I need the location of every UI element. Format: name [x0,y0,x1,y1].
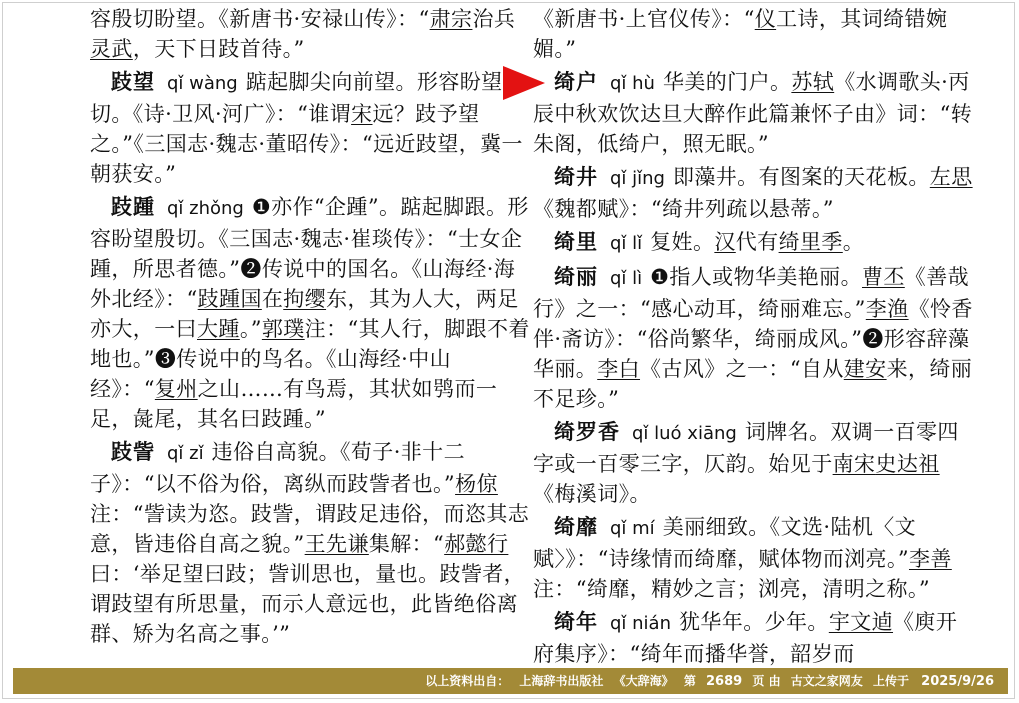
right-column [533,4,973,669]
dictionary-entry [533,67,973,159]
proper-name-underlined: 跂踵国 [197,287,262,311]
entry-headword: 绮丽 [554,264,598,289]
proper-name-underlined: 绮里季 [778,230,843,254]
definition-text: 注：“绮靡，精妙之言；浏亮，清明之称。” [533,577,930,601]
dictionary-entry [90,67,530,189]
definition-text: 曰：‘举足望曰跂；訾训思也，量也。跂訾者，谓跂望有所思量，而示人意远也，此皆绝俗离群、矫为名高之事。’” [90,562,526,646]
red-arrow-pointer-icon [503,66,545,100]
definition-text: 踮起脚尖向前望。形容盼望心切。《诗·卫风·河广》：“谁谓 [90,70,524,126]
proper-name-underlined: 李白 [597,357,641,381]
definition-text: 违俗自高貌。《荀子·非十二子》：“以不俗为俗，离纵而跂訾者也。” [90,440,465,496]
entry-headword: 跂訾 [111,439,155,464]
proper-name-underlined: 南宋 [832,452,876,476]
definition-text: 之山……有鸟焉，其状如鸮而一足，彘尾，其名曰跂踵。” [90,377,498,431]
proper-name-underlined: 李渔 [865,297,909,321]
definition-text: 《梅溪词》。 [533,482,651,506]
proper-name-underlined: 肃宗 [429,7,473,31]
definition-text: 复姓。 [650,230,715,254]
definition-text: 治兵 [472,7,516,31]
footer-publisher: 上海辞书出版社 [519,674,604,688]
entry-pinyin: qǐ jǐng [610,168,665,189]
entry-headword: 绮里 [554,229,598,254]
definition-text: 容殷切盼望。《新唐书·安禄山传》：“ [90,7,430,31]
definition-text: 《古风》之一：“自从 [640,357,844,381]
definition-text: ❶亦作“企踵”。踮起脚跟。形容盼望殷切。《三国志·魏志·崔琰传》：“士女企踵，所思者德。”❷传说中的国名。《山海经·海外北经》：“ [90,195,529,311]
dictionary-entry [533,227,973,259]
footer-prefix: 以上资料出自： [425,674,510,688]
dictionary-entry [533,607,973,669]
definition-text: 在 [261,287,284,311]
entry-pinyin: qǐ lì [610,268,643,289]
definition-text: 华美的门户。 [662,70,792,94]
definition-text: 代有 [735,230,779,254]
entry-pinyin: qǐ hù [610,73,655,94]
entry-headword: 绮户 [554,69,598,94]
proper-name-underlined: 复州 [154,377,198,401]
entry-pinyin: qǐ mí [610,518,655,539]
definition-text: 来，绮丽不足珍。” [533,357,973,411]
definition-text: 远？跂予望之。”《三国志·魏志·董昭传》：“远近跂望，冀一朝获安。” [90,102,523,186]
proper-name-underlined: 建安 [843,357,887,381]
dictionary-entry [533,262,973,414]
proper-name-underlined: 仪 [754,7,777,31]
proper-name-underlined: 苏轼 [791,70,835,94]
definition-text: 即藻井。有图案的天花板。 [672,165,930,189]
proper-name-underlined: 郝懿行 [444,532,509,556]
footer-upload-label: 上传于 [872,674,909,688]
proper-name-underlined: 杨倞 [455,472,498,496]
entry-headword: 跂望 [111,69,155,94]
definition-text: 注：“其人行，脚跟不着地也。”❸传说中的鸟名。《山海经·中山经》：“ [90,317,530,401]
proper-name-underlined: 曹丕 [861,265,905,289]
entry-pinyin: qǐ luó xiāng [632,423,737,444]
definition-text: 集解：“ [368,532,445,556]
dictionary-entry [533,4,973,64]
entry-pinyin: qǐ zǐ [167,443,204,464]
definition-text: 《新唐书·上官仪传》：“ [533,7,755,31]
definition-text: 《魏都赋》：“绮井列疏以悬蒂。” [533,197,834,221]
definition-text: ，天下日跂首待。” [132,37,305,61]
definition-text: 工诗，其词绮错婉媚。” [533,7,948,61]
entry-headword: 绮井 [554,164,598,189]
definition-text: 。” [239,317,262,341]
definition-text: 。 [842,230,865,254]
proper-name-underlined: 王先谦 [304,532,369,556]
proper-name-underlined: 拘缨 [283,287,327,311]
entry-pinyin: qǐ lǐ [610,233,643,254]
proper-name-underlined: 宋 [351,102,373,126]
dictionary-entry [90,192,530,434]
proper-name-underlined: 大踵 [197,317,240,341]
dictionary-entry [90,4,530,64]
proper-name-underlined: 宇文逌 [828,610,894,634]
entry-pinyin: qǐ nián [610,613,671,634]
definition-text: 《庾开府集序》：“绮年而播华誉，韶岁而 [533,610,958,666]
dictionary-entry [533,512,973,604]
definition-text: 注：“訾读为恣。跂訾，谓跂足违俗，而恣其志意，皆违俗自高之貌。” [90,502,530,556]
proper-name-underlined: 史达祖 [875,452,940,476]
dictionary-entry [90,437,530,649]
definition-text: 《怜香伴·斋访》：“俗尚繁华，绮丽成风。”❷形容辞藻华丽。 [533,297,973,381]
dictionary-entry [533,417,973,509]
footer-page-label: 第 [683,674,696,688]
footer-uploader: 古文之家网友 [790,674,863,688]
proper-name-underlined: 汉 [714,230,736,254]
definition-text: 犹华年。少年。 [679,610,829,634]
definition-text: ❶指人或物华美艳丽。 [650,265,862,289]
definition-text: 东，其为人大，两足亦大，一曰 [90,287,519,341]
definition-text: 词牌名。双调一百零四字或一百零三字，仄韵。始见于 [533,420,959,476]
source-footer-bar [13,668,1008,694]
dictionary-entry [533,162,973,224]
footer-date: 2025/9/26 [921,674,994,689]
footer-page-number: 2689 [706,674,743,689]
definition-text: 《善哉行》之一：“感心动耳，绮丽难忘。” [533,265,969,321]
left-column [90,4,530,649]
proper-name-underlined: 灵武 [90,37,133,61]
footer-page-suffix: 页 由 [752,674,781,688]
footer-book: 《大辞海》 [613,674,674,688]
definition-text: 《水调歌头·丙辰中秋欢饮达旦大醉作此篇兼怀子由》词：“转朱阁，低绮户，照无眠。” [533,70,973,156]
entry-headword: 绮靡 [554,514,598,539]
proper-name-underlined: 郭璞 [261,317,305,341]
proper-name-underlined: 李善 [908,547,952,571]
entry-pinyin: qǐ wàng [167,73,238,94]
entry-pinyin: qǐ zhǒng [167,198,244,219]
entry-headword: 绮年 [554,609,598,634]
entry-headword: 跂踵 [111,194,155,219]
definition-text: 美丽细致。《文选·陆机〈文赋〉》：“诗缘情而绮靡，赋体物而浏亮。” [533,515,917,571]
entry-headword: 绮罗香 [554,419,620,444]
proper-name-underlined: 左思 [929,165,973,189]
